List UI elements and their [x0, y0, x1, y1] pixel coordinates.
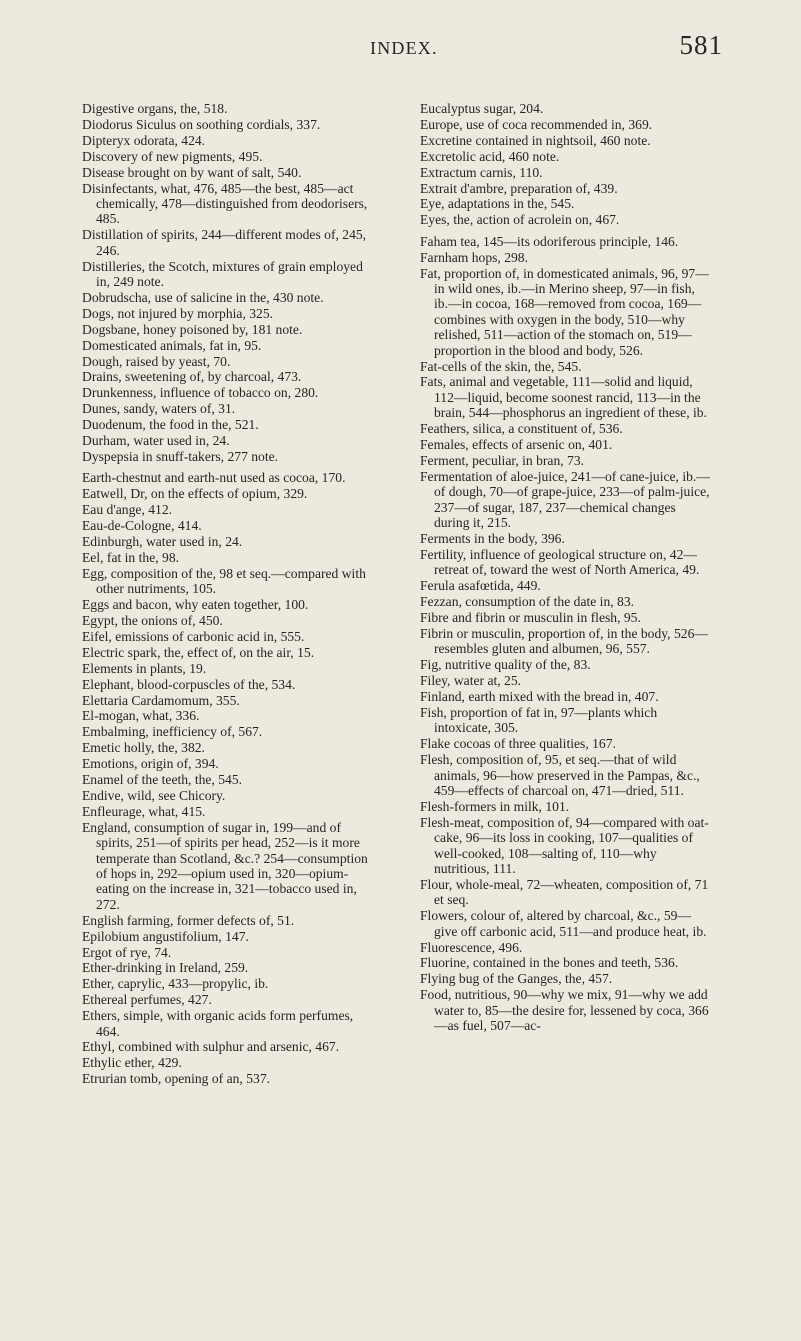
index-entry: Dipteryx odorata, 424. — [82, 132, 206, 148]
index-entry: Ethers, simple, with organic acids form perfumes, 464. — [82, 1008, 354, 1039]
index-entry: Egypt, the onions of, 450. — [82, 613, 223, 628]
index-entry: Ether-drinking in Ireland, 259. — [82, 960, 249, 976]
index-entry: Elephant, blood-corpuscles of the, 534. — [82, 676, 296, 692]
index-entry: Embalming, inefficiency of, 567. — [82, 724, 263, 740]
index-entry: Feathers, silica, a constituent of, 536. — [420, 421, 623, 437]
index-entry: Fertility, influence of geological structure on, 42—retreat of, toward the west of North America, 49. — [420, 546, 700, 578]
index-column-right — [420, 101, 712, 1034]
index-entry: Farnham hops, 298. — [420, 249, 528, 265]
index-entry: Digestive organs, the, 518. — [82, 101, 228, 116]
index-entry: Disinfectants, what, 476, 485—the best, 485—act chemically, 478—distinguished from deodorisers, 485. — [82, 180, 368, 227]
index-entry: Eau d'ange, 412. — [82, 502, 173, 518]
index-entry: Females, effects of arsenic on, 401. — [420, 437, 613, 453]
index-entry: Fat, proportion of, in domesticated animals, 96, 97—in wild ones, ib.—in Merino sheep, 97—in fish, ib.—in cocoa, 168—removed from cocoa, 169—combines with oxygen in the body, 510—why relished, 511—action of the stomach on, 519—proportion in the blood and body, 526. — [420, 265, 709, 358]
index-entry: Excretine contained in nightsoil, 460 note. — [420, 132, 651, 148]
index-entry: Eggs and bacon, why eaten together, 100. — [82, 597, 309, 613]
index-entry: Fish, proportion of fat in, 97—plants which intoxicate, 305. — [420, 704, 658, 736]
page-header — [0, 30, 801, 70]
index-entry: Dogsbane, honey poisoned by, 181 note. — [82, 321, 303, 337]
index-entry: Flour, whole-meal, 72—wheaten, composition of, 71 et seq. — [420, 876, 709, 908]
page-number: 581 — [679, 30, 723, 60]
index-entry: Fig, nutritive quality of the, 83. — [420, 657, 591, 673]
index-entry: Eyes, the, action of acrolein on, 467. — [420, 212, 620, 228]
index-entry: Fibrin or musculin, proportion of, in the body, 526—resembles gluten and albumen, 96, 557. — [420, 625, 708, 657]
index-entry: Ethereal perfumes, 427. — [82, 992, 212, 1008]
index-entry: Fezzan, consumption of the date in, 83. — [420, 594, 635, 610]
index-entry: Enamel of the teeth, the, 545. — [82, 772, 243, 788]
index-column-left — [82, 101, 372, 1087]
index-entry: Domesticated animals, fat in, 95. — [82, 337, 262, 353]
index-entry: Earth-chestnut and earth-nut used as cocoa, 170. — [82, 470, 346, 486]
index-entry: Emotions, origin of, 394. — [82, 756, 219, 772]
index-entry: English farming, former defects of, 51. — [82, 912, 295, 928]
index-entry: Endive, wild, see Chicory. — [82, 787, 226, 803]
index-entry: Dobrudscha, use of salicine in the, 430 note. — [82, 289, 324, 305]
index-entry: England, consumption of sugar in, 199—and of spirits, 251—of spirits per head, 252—is it more temperate than Scotland, &c.? 254—consumption of hops in, 292—opium used in, 320—opium-eating on the increase in, 321—tobacco used in, 272. — [82, 819, 368, 912]
index-entry: Enfleurage, what, 415. — [82, 803, 206, 819]
index-entry: Egg, composition of the, 98 et seq.—compared with other nutriments, 105. — [82, 565, 366, 597]
index-entry: Faham tea, 145—its odoriferous principle, 146. — [420, 233, 679, 249]
index-entry: Eau-de-Cologne, 414. — [82, 518, 202, 534]
index-entry: Flesh, composition of, 95, et seq.—that of wild animals, 96—how preserved in the Pampas, &c., 459—effects of charcoal on, 471—dried, 511. — [420, 752, 700, 798]
index-entry: Ferments in the body, 396. — [420, 530, 565, 546]
index-entry: Dyspepsia in snuff-takers, 277 note. — [82, 448, 279, 464]
index-entry: Flowers, colour of, altered by charcoal, &c., 59—give off carbonic acid, 511—and produce heat, ib. — [420, 908, 707, 939]
index-entry: Emetic holly, the, 382. — [82, 740, 205, 756]
index-entry: Elements in plants, 19. — [82, 660, 207, 676]
index-entry: Flesh-meat, composition of, 94—compared with oat-cake, 96—its loss in cooking, 107—qualities of well-cooked, 108—salting of, 110—why nutritious, 111. — [420, 814, 709, 876]
index-entry: Disease brought on by want of salt, 540. — [82, 164, 302, 180]
index-entry: Extractum carnis, 110. — [420, 164, 543, 180]
index-entry: Flesh-formers in milk, 101. — [420, 798, 570, 814]
index-entry: Fermentation of aloe-juice, 241—of cane-juice, ib.—of dough, 70—of grape-juice, 233—of palm-juice, 237—of sugar, 187, 237—chemical changes during it, 215. — [420, 468, 710, 531]
index-entry: Drains, sweetening of, by charcoal, 473. — [82, 369, 302, 385]
index-entry: Filey, water at, 25. — [420, 673, 522, 689]
index-entry: Drunkenness, influence of tobacco on, 280. — [82, 385, 319, 401]
index-entry: Elettaria Cardamomum, 355. — [82, 692, 240, 708]
index-entry: Ethylic ether, 429. — [82, 1055, 182, 1071]
index-entry: Eel, fat in the, 98. — [82, 549, 180, 565]
index-entry: Etrurian tomb, opening of an, 537. — [82, 1071, 271, 1087]
index-entry: Distillation of spirits, 244—different modes of, 245, 246. — [82, 227, 367, 258]
index-entry: Ferment, peculiar, in bran, 73. — [420, 452, 585, 468]
index-entry: Flake cocoas of three qualities, 167. — [420, 736, 616, 752]
index-entry: Electric spark, the, effect of, on the air, 15. — [82, 644, 315, 660]
index-entry: Dunes, sandy, waters of, 31. — [82, 401, 236, 417]
index-entry: Fat-cells of the skin, the, 545. — [420, 358, 582, 374]
index-entry: Eucalyptus sugar, 204. — [420, 101, 544, 116]
index-entry: Fibre and fibrin or musculin in flesh, 95. — [420, 610, 641, 625]
index-entry: Excretolic acid, 460 note. — [420, 148, 560, 164]
index-entry: Dogs, not injured by morphia, 325. — [82, 305, 274, 321]
index-entry: Food, nutritious, 90—why we mix, 91—why we add water to, 85—the desire for, lessened by coca, 366—as fuel, 507—ac- — [420, 987, 709, 1034]
index-entry: Dough, raised by yeast, 70. — [82, 353, 231, 369]
index-entry: Fluorescence, 496. — [420, 939, 523, 955]
index-entry: Eatwell, Dr, on the effects of opium, 329. — [82, 486, 308, 502]
index-entry: Ethyl, combined with sulphur and arsenic, 467. — [82, 1039, 340, 1055]
index-entry: Eye, adaptations in the, 545. — [420, 196, 575, 212]
index-entry: Duodenum, the food in the, 521. — [82, 417, 259, 433]
index-entry: Epilobium angustifolium, 147. — [82, 928, 249, 944]
index-entry: Fluorine, contained in the bones and teeth, 536. — [420, 955, 679, 971]
index-entry: Ferula asafœtida, 449. — [420, 578, 541, 594]
index-entry: El-mogan, what, 336. — [82, 708, 200, 724]
index-entry: Ether, caprylic, 433—propylic, ib. — [82, 976, 269, 992]
index-entry: Fats, animal and vegetable, 111—solid and liquid, 112—liquid, become soonest rancid, 113—in the brain, 544—phosphorus an ingredient of these, ib. — [420, 374, 707, 421]
running-head: INDEX. — [370, 38, 438, 58]
index-entry: Flying bug of the Ganges, the, 457. — [420, 971, 613, 987]
index-entry: Durham, water used in, 24. — [82, 433, 230, 449]
index-entry: Discovery of new pigments, 495. — [82, 148, 263, 164]
index-entry: Finland, earth mixed with the bread in, 407. — [420, 689, 659, 705]
index-entry: Extrait d'ambre, preparation of, 439. — [420, 180, 618, 196]
index-entry: Diodorus Siculus on soothing cordials, 337. — [82, 116, 321, 132]
index-entry: Eifel, emissions of carbonic acid in, 555. — [82, 628, 305, 644]
index-entry: Ergot of rye, 74. — [82, 944, 172, 960]
index-entry: Edinburgh, water used in, 24. — [82, 533, 243, 549]
index-entry: Distilleries, the Scotch, mixtures of grain employed in, 249 note. — [82, 258, 363, 289]
index-entry: Europe, use of coca recommended in, 369. — [420, 116, 653, 132]
